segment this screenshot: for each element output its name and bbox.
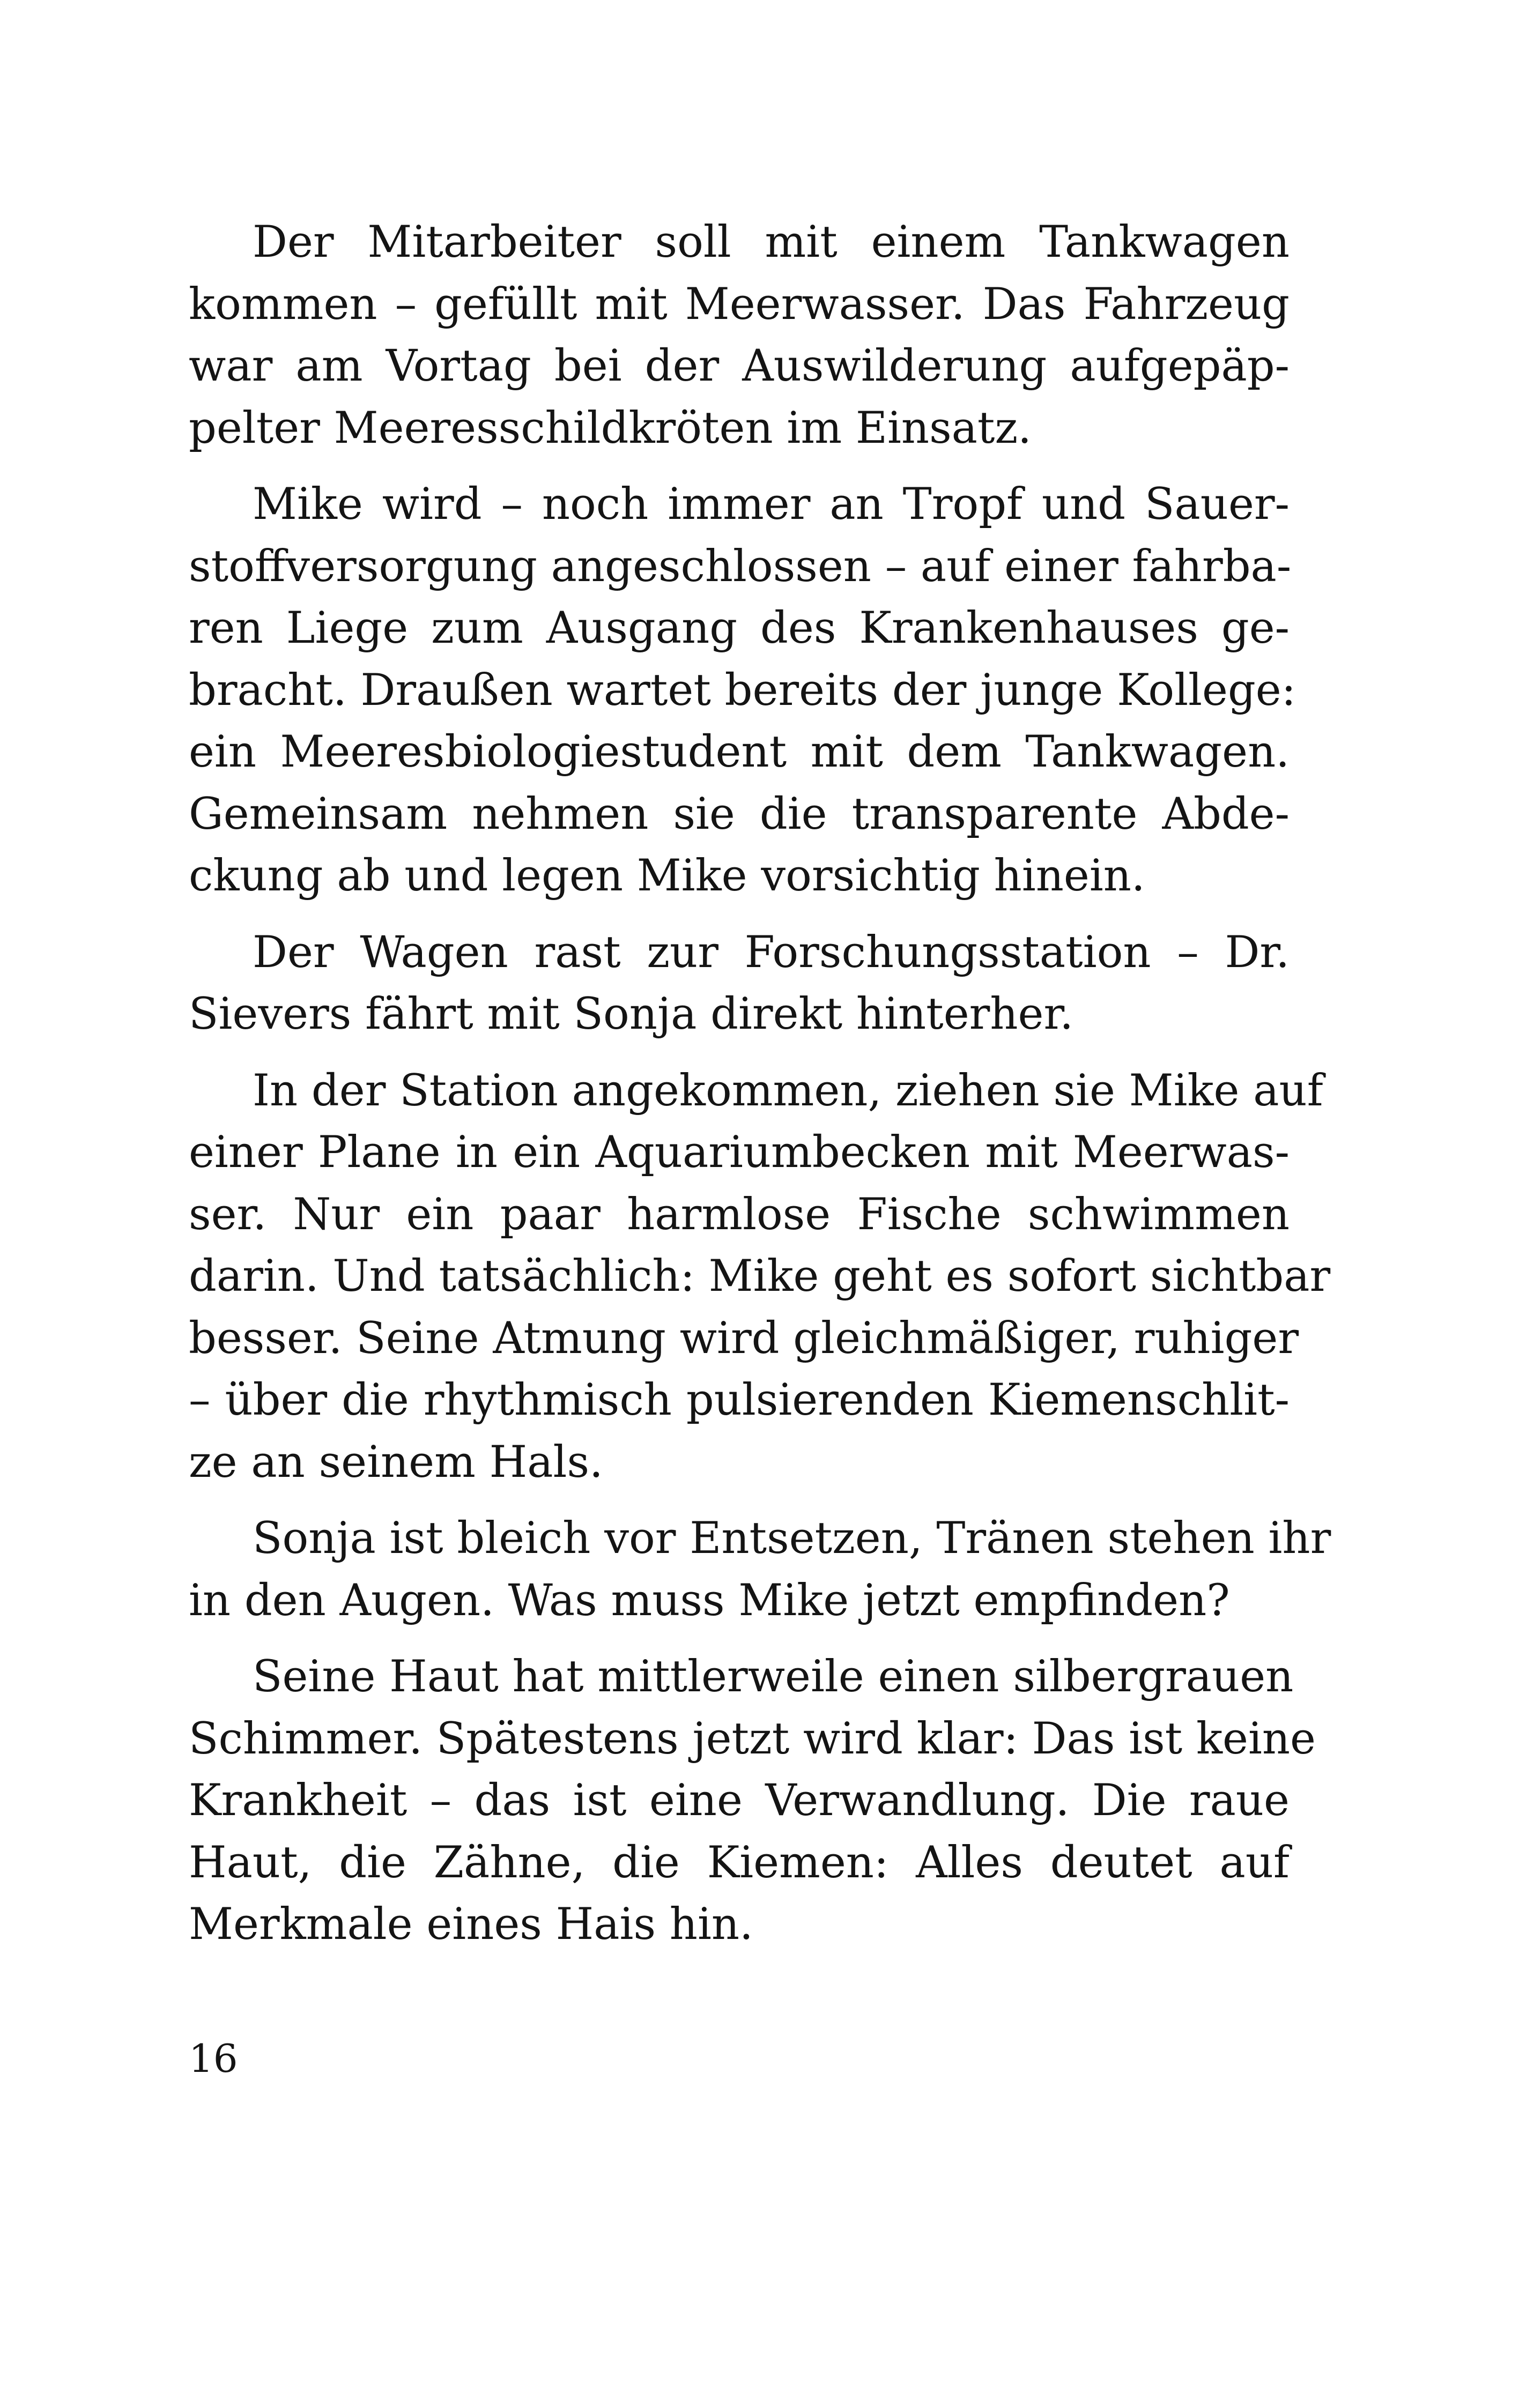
text-line: ren Liege zum Ausgang des Krankenhauses ge- bbox=[189, 603, 1290, 653]
text-line: Haut, die Zähne, die Kiemen: Alles deutet auf bbox=[189, 1837, 1290, 1888]
text-line: – über die rhythmisch pulsierenden Kiemenschlit- bbox=[189, 1375, 1290, 1425]
text-line: Sonja ist bleich vor Entsetzen, Tränen stehen ihr bbox=[253, 1513, 1331, 1564]
text-line: pelter Meeresschildkröten im Einsatz. bbox=[189, 403, 1032, 454]
text-line: besser. Seine Atmung wird gleichmäßiger, ruhiger bbox=[189, 1313, 1299, 1364]
text-line: Sievers fährt mit Sonja direkt hinterher. bbox=[189, 989, 1074, 1039]
text-line: Gemeinsam nehmen sie die transparente Abde- bbox=[189, 789, 1290, 839]
text-line: Mike wird – noch immer an Tropf und Sauer- bbox=[253, 479, 1290, 530]
text-line: ein Meeresbiologiestudent mit dem Tankwagen. bbox=[189, 727, 1290, 777]
paragraph-1 bbox=[189, 212, 1290, 459]
text-line: Schimmer. Spätestens jetzt wird klar: Das ist keine bbox=[189, 1713, 1316, 1764]
text-line: Seine Haut hat mittlerweile einen silbergrauen bbox=[253, 1652, 1294, 1702]
body-text bbox=[189, 212, 1331, 1971]
text-line: einer Plane in ein Aquariumbecken mit Meerwas- bbox=[189, 1127, 1290, 1178]
text-line: Merkmale eines Hais hin. bbox=[189, 1899, 753, 1950]
paragraph-2 bbox=[189, 474, 1296, 908]
text-line: war am Vortag bei der Auswilderung aufgepäp- bbox=[189, 341, 1290, 391]
text-line: ser. Nur ein paar harmlose Fische schwimmen bbox=[189, 1189, 1290, 1240]
page-number: 16 bbox=[189, 2036, 238, 2081]
text-line: darin. Und tatsächlich: Mike geht es sofort sichtbar bbox=[189, 1251, 1331, 1302]
paragraph-5 bbox=[189, 1508, 1331, 1632]
text-line: Der Mitarbeiter soll mit einem Tankwagen bbox=[253, 217, 1290, 267]
text-line: ze an seinem Hals. bbox=[189, 1437, 603, 1488]
text-line: in den Augen. Was muss Mike jetzt empfinden? bbox=[189, 1575, 1230, 1626]
paragraph-6 bbox=[189, 1646, 1316, 1956]
text-line: kommen – gefüllt mit Meerwasser. Das Fahrzeug bbox=[189, 279, 1290, 330]
text-line: ckung ab und legen Mike vorsichtig hinein. bbox=[189, 851, 1145, 901]
text-line: In der Station angekommen, ziehen sie Mike auf bbox=[253, 1065, 1323, 1116]
text-line: stoffversorgung angeschlossen – auf einer fahrba- bbox=[189, 541, 1292, 592]
paragraph-4 bbox=[189, 1060, 1331, 1494]
paragraph-3 bbox=[189, 922, 1290, 1046]
text-line: Der Wagen rast zur Forschungsstation – Dr. bbox=[253, 927, 1290, 978]
text-line: bracht. Draußen wartet bereits der junge Kollege: bbox=[189, 665, 1296, 716]
text-line: Krankheit – das ist eine Verwandlung. Die raue bbox=[189, 1775, 1290, 1826]
